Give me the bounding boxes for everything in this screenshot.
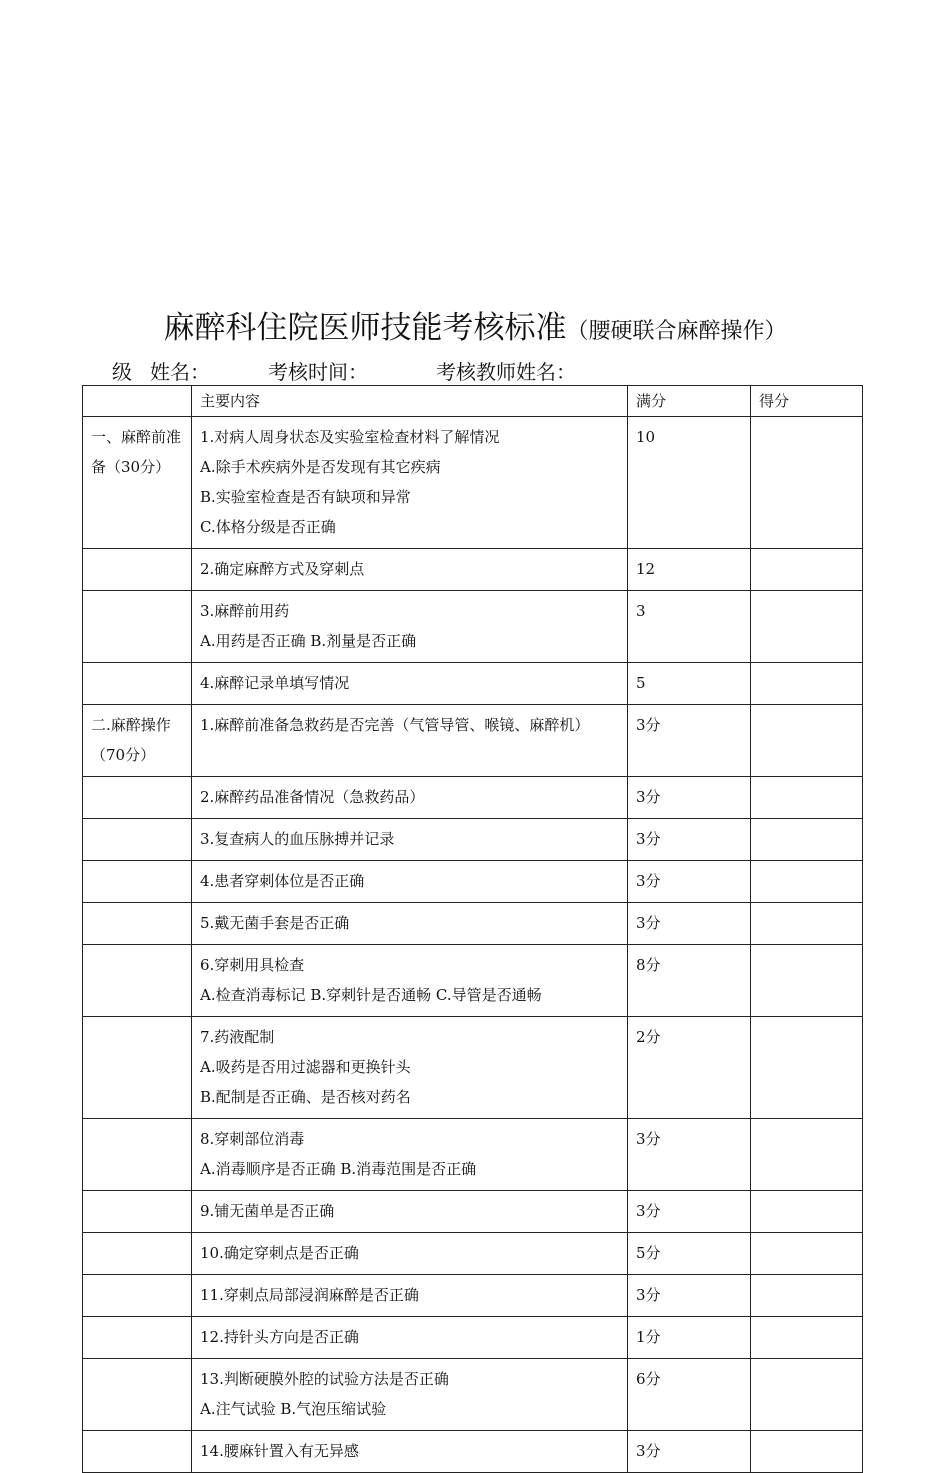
section-cell: [83, 777, 192, 819]
section-cell: 一、麻醉前准备（30分）: [83, 417, 192, 549]
title-main: 麻醉科住院医师技能考核标准: [163, 310, 567, 346]
section-cell: [83, 1191, 192, 1233]
score-input-cell[interactable]: [751, 1191, 863, 1233]
section-cell: [83, 903, 192, 945]
content-line: 4.麻醉记录单填写情况: [200, 674, 350, 692]
score-input-cell[interactable]: [751, 819, 863, 861]
content-cell: [192, 861, 628, 903]
content-line: 3.复查病人的血压脉搏并记录: [200, 830, 395, 848]
score-input-cell[interactable]: [751, 1317, 863, 1359]
full-score-cell: 3分: [628, 861, 751, 903]
assessment-table: [82, 385, 863, 1473]
content-line: B.实验室检查是否有缺项和异常: [200, 488, 411, 506]
content-cell: [192, 945, 628, 1017]
content-cell: [192, 1317, 628, 1359]
teacher-name-label: 考核教师姓名：: [436, 360, 576, 384]
full-score-cell: 1分: [628, 1317, 751, 1359]
score-input-cell[interactable]: [751, 1431, 863, 1473]
full-score-cell: 3分: [628, 819, 751, 861]
content-line: 1.麻醉前准备急救药是否完善（气管导管、喉镜、麻醉机）: [200, 716, 590, 734]
section-cell: [83, 549, 192, 591]
full-score-cell: 5: [628, 663, 751, 705]
table-row: [83, 663, 863, 705]
section-cell: [83, 1119, 192, 1191]
content-line: 10.确定穿刺点是否正确: [200, 1244, 359, 1262]
content-cell: [192, 1119, 628, 1191]
content-line: 4.患者穿刺体位是否正确: [200, 872, 365, 890]
full-score-cell: 10: [628, 417, 751, 549]
score-input-cell[interactable]: [751, 591, 863, 663]
table-row: [83, 1233, 863, 1275]
table-header-row: [83, 386, 863, 417]
content-cell: [192, 777, 628, 819]
table-row: [83, 861, 863, 903]
full-score-cell: 6分: [628, 1359, 751, 1431]
section-cell: [83, 1233, 192, 1275]
score-input-cell[interactable]: [751, 1275, 863, 1317]
full-score-cell: 2分: [628, 1017, 751, 1119]
content-line: A.检查消毒标记 B.穿刺针是否通畅 C.导管是否通畅: [200, 986, 542, 1004]
table-row: [83, 591, 863, 663]
full-score-cell: 5分: [628, 1233, 751, 1275]
full-score-cell: 3分: [628, 1119, 751, 1191]
full-score-cell: 3分: [628, 1431, 751, 1473]
content-line: 2.确定麻醉方式及穿刺点: [200, 560, 365, 578]
exam-time-label: 考核时间：: [268, 360, 368, 384]
section-cell: [83, 1431, 192, 1473]
full-score-cell: 12: [628, 549, 751, 591]
table-row: [83, 1017, 863, 1119]
section-cell: [83, 1275, 192, 1317]
content-line: 12.持针头方向是否正确: [200, 1328, 359, 1346]
content-line: 14.腰麻针置入有无异感: [200, 1442, 359, 1460]
table-row: [83, 819, 863, 861]
content-cell: [192, 1191, 628, 1233]
header-cell-full-score: 满分: [628, 386, 751, 417]
content-line: 2.麻醉药品准备情况（急救药品）: [200, 788, 425, 806]
level-label: 级: [112, 360, 132, 384]
content-cell: [192, 1359, 628, 1431]
content-line: A.消毒顺序是否正确 B.消毒范围是否正确: [200, 1160, 477, 1178]
table-row: [83, 1119, 863, 1191]
content-cell: [192, 591, 628, 663]
score-input-cell[interactable]: [751, 1359, 863, 1431]
section-cell: [83, 819, 192, 861]
content-cell: [192, 1431, 628, 1473]
score-input-cell[interactable]: [751, 861, 863, 903]
name-label: 姓名：: [150, 360, 210, 384]
table-row: [83, 1191, 863, 1233]
content-line: 11.穿刺点局部浸润麻醉是否正确: [200, 1286, 419, 1304]
content-line: B.配制是否正确、是否核对药名: [200, 1088, 411, 1106]
table-row: [83, 1431, 863, 1473]
score-input-cell[interactable]: [751, 777, 863, 819]
section-cell: [83, 945, 192, 1017]
content-cell: [192, 705, 628, 777]
table-row: [83, 1317, 863, 1359]
content-line: A.除手术疾病外是否发现有其它疾病: [200, 458, 441, 476]
full-score-cell: 3分: [628, 705, 751, 777]
table-row: [83, 549, 863, 591]
content-cell: [192, 549, 628, 591]
exam-info-line: [112, 356, 576, 385]
full-score-cell: 3分: [628, 1275, 751, 1317]
table-row: [83, 1359, 863, 1431]
title-subtitle: （腰硬联合麻醉操作）: [566, 319, 787, 344]
content-cell: [192, 819, 628, 861]
content-line: 3.麻醉前用药: [200, 602, 290, 620]
page-title: [0, 302, 950, 347]
content-line: [200, 740, 619, 770]
content-cell: [192, 1275, 628, 1317]
section-cell: [83, 663, 192, 705]
section-cell: [83, 1017, 192, 1119]
score-input-cell[interactable]: [751, 663, 863, 705]
table-row: [83, 777, 863, 819]
content-line: A.用药是否正确 B.剂量是否正确: [200, 632, 417, 650]
content-line: A.注气试验 B.气泡压缩试验: [200, 1400, 387, 1418]
table-row: [83, 945, 863, 1017]
full-score-cell: 3分: [628, 903, 751, 945]
content-line: 9.铺无菌单是否正确: [200, 1202, 335, 1220]
content-cell: [192, 417, 628, 549]
full-score-cell: 8分: [628, 945, 751, 1017]
content-cell: [192, 1017, 628, 1119]
content-line: 13.判断硬膜外腔的试验方法是否正确: [200, 1370, 449, 1388]
table-row: [83, 705, 863, 777]
content-line: 6.穿刺用具检查: [200, 956, 305, 974]
table-row: [83, 903, 863, 945]
content-line: 1.对病人周身状态及实验室检查材料了解情况: [200, 428, 500, 446]
section-cell: [83, 1359, 192, 1431]
score-input-cell[interactable]: [751, 1233, 863, 1275]
score-input-cell[interactable]: [751, 1017, 863, 1119]
content-cell: [192, 903, 628, 945]
content-cell: [192, 663, 628, 705]
section-cell: [83, 861, 192, 903]
full-score-cell: 3分: [628, 777, 751, 819]
table-row: [83, 417, 863, 549]
full-score-cell: 3分: [628, 1191, 751, 1233]
section-cell: 二.麻醉操作（70分）: [83, 705, 192, 777]
header-cell-content: 主要内容: [192, 386, 628, 417]
content-line: A.吸药是否用过滤器和更换针头: [200, 1058, 411, 1076]
full-score-cell: 3: [628, 591, 751, 663]
content-line: 8.穿刺部位消毒: [200, 1130, 305, 1148]
score-input-cell[interactable]: [751, 903, 863, 945]
content-cell: [192, 1233, 628, 1275]
score-input-cell[interactable]: [751, 549, 863, 591]
content-line: 7.药液配制: [200, 1028, 275, 1046]
header-cell-score: 得分: [751, 386, 863, 417]
score-input-cell[interactable]: [751, 417, 863, 549]
score-input-cell[interactable]: [751, 705, 863, 777]
table-row: [83, 1275, 863, 1317]
section-cell: [83, 591, 192, 663]
assessment-table-body: [83, 386, 863, 1473]
content-line: 5.戴无菌手套是否正确: [200, 914, 350, 932]
content-line: C.体格分级是否正确: [200, 518, 336, 536]
header-cell-section: [83, 386, 192, 417]
section-cell: [83, 1317, 192, 1359]
score-input-cell[interactable]: [751, 945, 863, 1017]
score-input-cell[interactable]: [751, 1119, 863, 1191]
